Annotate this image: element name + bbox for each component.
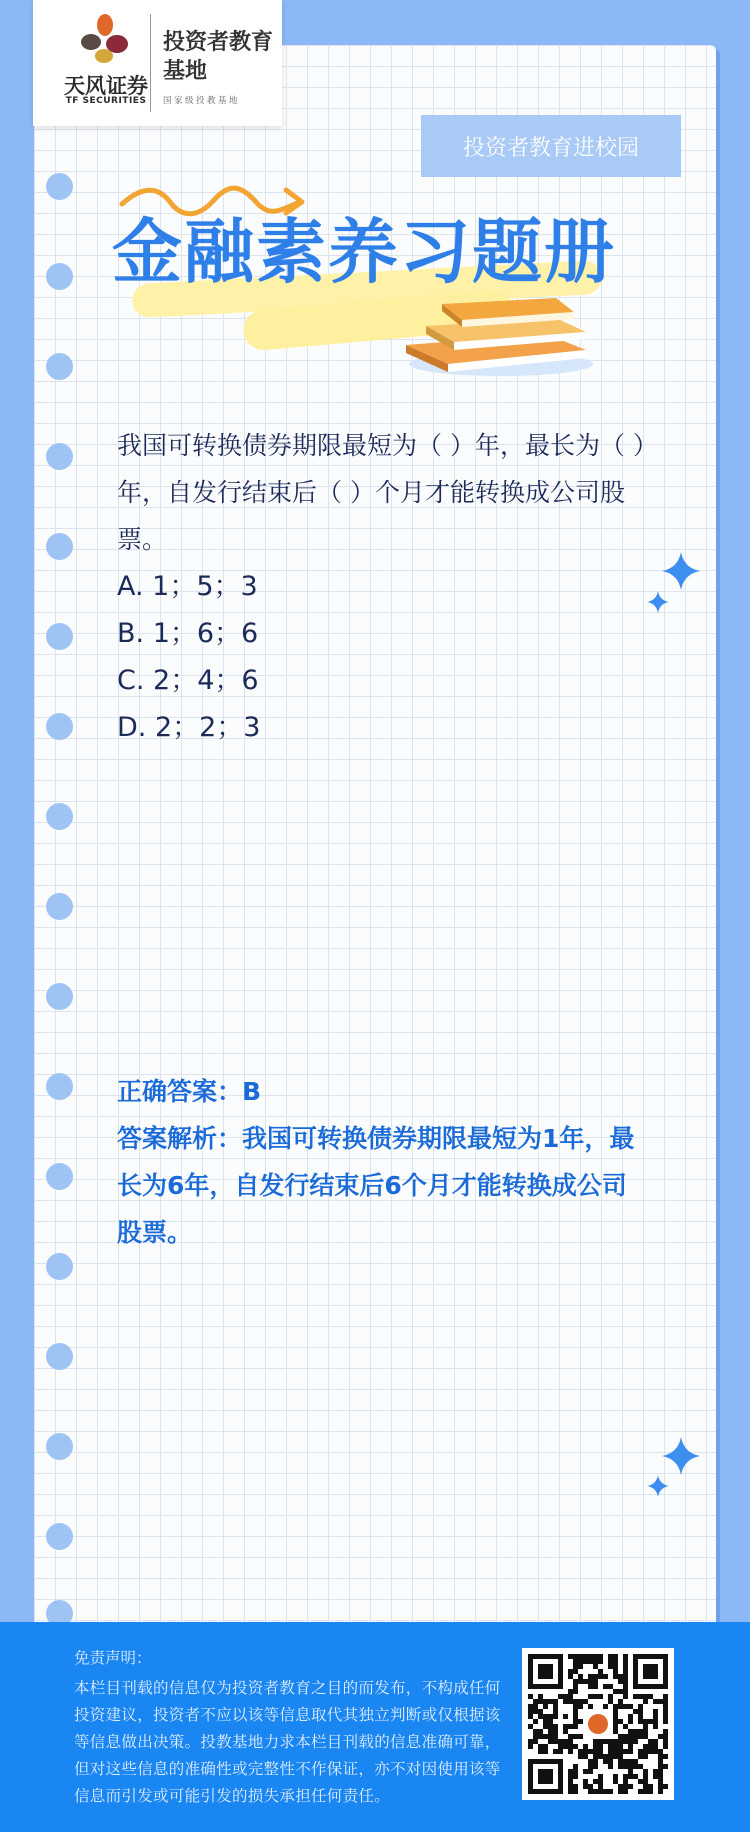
option-a[interactable]: A. 1；5；3 [117, 571, 258, 602]
binder-hole [46, 1073, 73, 1100]
answer-block [117, 1068, 647, 1256]
binder-hole [46, 263, 73, 290]
binder-hole [46, 173, 73, 200]
campus-tag: 投资者教育进校园 [421, 115, 681, 177]
qr-code[interactable] [522, 1648, 674, 1800]
binder-hole [46, 1163, 73, 1190]
binder-hole [46, 623, 73, 650]
sparkle-icon [646, 1474, 670, 1498]
correct-answer: 正确答案：B [117, 1077, 262, 1106]
disclaimer-body: 本栏目刊载的信息仅为投资者教育之目的而发布，不构成任何投资建议，投资者不应以该等信息取代其独立判断或仅根据该等信息做出决策。投教基地力求本栏目刊载的信息准确可靠，但对这些信息的准确性或完整性不作保证，亦不对因使用该等信息而引发或可能引发的损失承担任何责任。 [74, 1679, 501, 1805]
binder-hole [46, 1523, 73, 1550]
binder-hole [46, 893, 73, 920]
option-c[interactable]: C. 2；4；6 [117, 665, 259, 696]
binder-hole [46, 443, 73, 470]
logo-brand-name: 天风证券 [64, 74, 148, 98]
logo-education-subtitle: 国家级投教基地 [163, 96, 241, 106]
books-icon [396, 290, 596, 380]
logo-card [33, 0, 282, 126]
page-title: 金融素养习题册 [112, 211, 616, 293]
logo-brand-english: TF SECURITIES [65, 96, 147, 106]
binder-hole [46, 983, 73, 1010]
binder-hole [46, 353, 73, 380]
logo-education-title: 投资者教育基地 [163, 30, 274, 84]
binder-hole [46, 1343, 73, 1370]
sparkle-icon [646, 590, 670, 614]
disclaimer-title: 免责声明： [74, 1649, 152, 1667]
sparkle-icon [660, 550, 702, 592]
option-b[interactable]: B. 1；6；6 [117, 618, 259, 649]
binder-hole [46, 533, 73, 560]
sparkle-icon [660, 1435, 702, 1477]
logo-divider [150, 14, 151, 112]
question-block [117, 422, 647, 751]
binder-hole [46, 1253, 73, 1280]
binder-hole [46, 803, 73, 830]
answer-analysis: 答案解析：我国可转换债券期限最短为1年，最长为6年，自发行结束后6个月才能转换成公司股票。 [117, 1124, 635, 1247]
binder-hole [46, 1433, 73, 1460]
binder-hole [46, 713, 73, 740]
question-text: 我国可转换债券期限最短为（ ）年，最长为（ ）年，自发行结束后（ ）个月才能转换成公司股票。 [117, 431, 646, 554]
tf-securities-logo-icon [77, 12, 133, 68]
option-d[interactable]: D. 2；2；3 [117, 712, 261, 743]
qr-code-pattern [522, 1648, 674, 1800]
